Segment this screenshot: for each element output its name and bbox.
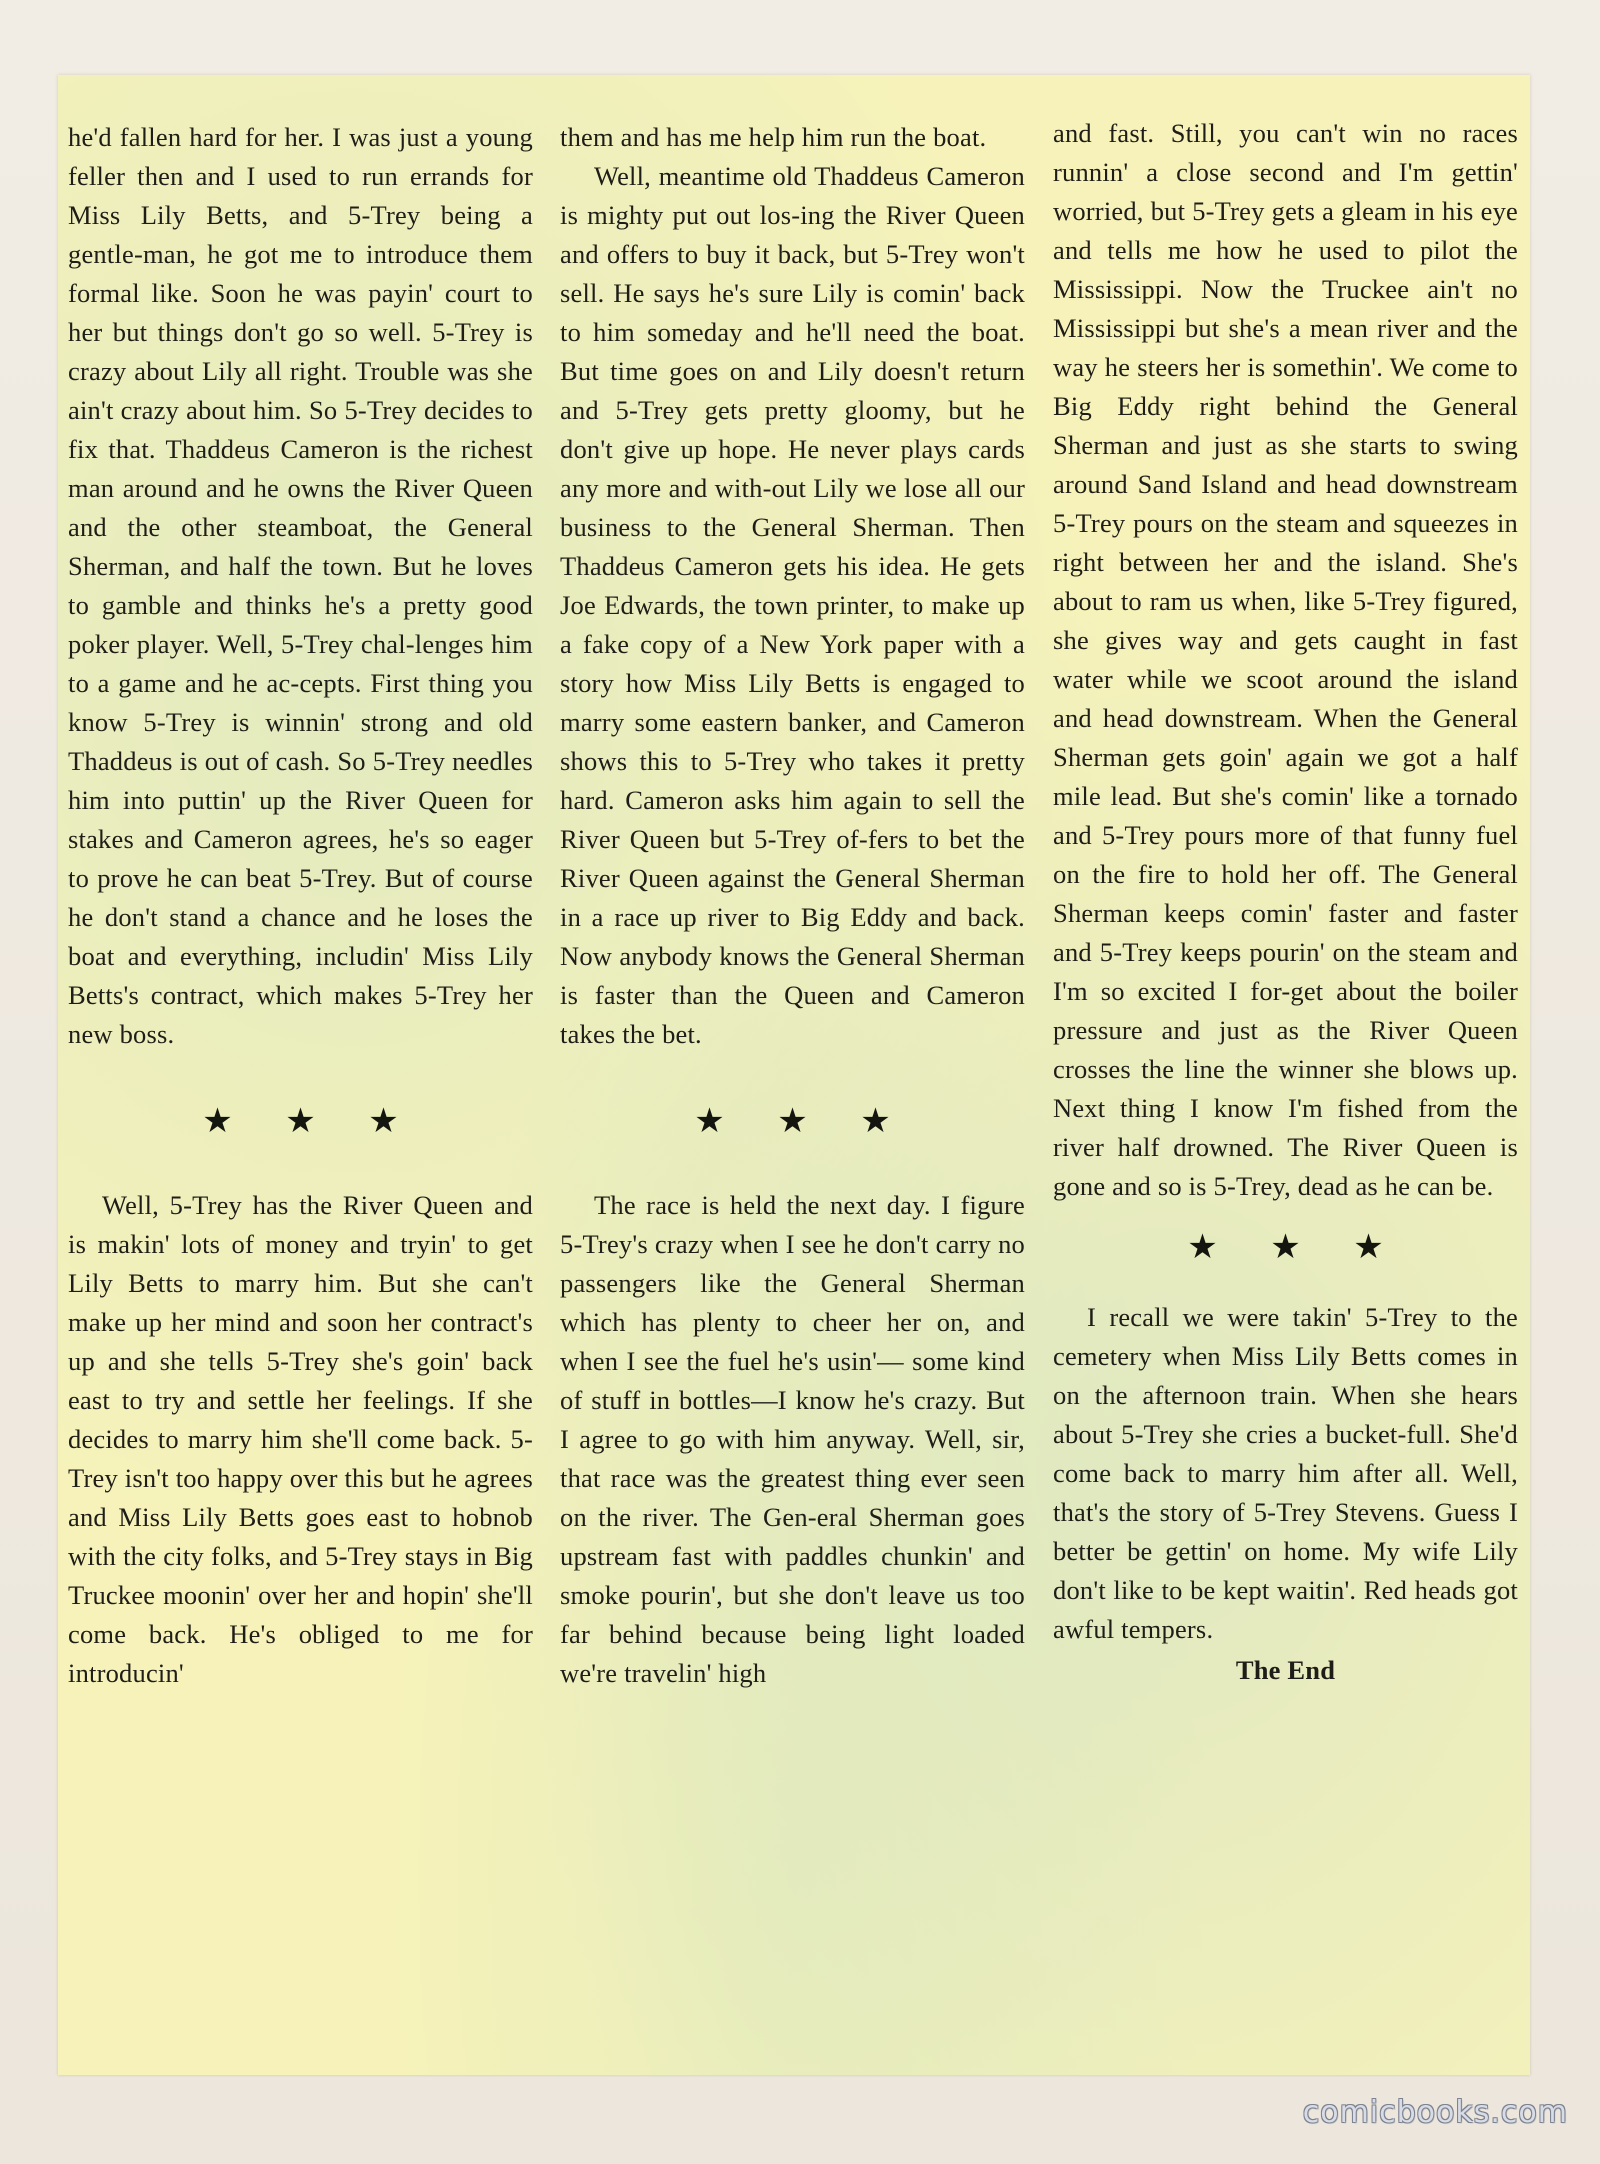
section-divider-stars: ★ ★ ★ (202, 1103, 421, 1140)
paragraph: them and has me help him run the boat. (560, 122, 987, 152)
watermark: comicbooks.com (1302, 2095, 1568, 2130)
paragraph: he'd fallen hard for her. I was just a young feller then and I used to run errands for Miss Lily Betts, and 5-Trey being a gentle-man, he got me to introduce them formal like. Soon he was payin' court to her but things don't go so well. 5-Trey is crazy about Lily all right. Trouble was she ain't crazy about him. So 5-Trey decides to fix that. Thaddeus Cameron is the richest man around and he owns the River Queen and the other steamboat, the General Sherman, and half the town. But he loves to gamble and thinks he's a pretty good poker player. Well, 5-Trey chal-lenges him to a game and he ac-cepts. First thing you know 5-Trey is winnin' strong and old Thaddeus is out of cash. So 5-Trey needles him into puttin' up the River Queen for stakes and Cameron agrees, he's so eager to prove he can beat 5-Trey. But of course he don't stand a chance and he loses the boat and everything, includin' Miss Lily Betts's contract, which makes 5-Trey her new boss. (68, 122, 533, 1049)
paragraph: Well, meantime old Thaddeus Cameron is mighty put out los-ing the River Queen and offers to buy it back, but 5-Trey won't sell. He says he's sure Lily is comin' back to him someday and he'll need the boat. But time goes on and Lily doesn't return and 5-Trey gets pretty gloomy, but he don't give up hope. He never plays cards any more and with-out Lily we lose all our business to the General Sherman. Then Thaddeus Cameron gets his idea. He gets Joe Edwards, the town printer, to make up a fake copy of a New York paper with a story how Miss Lily Betts is engaged to marry some eastern banker, and Cameron shows this to 5-Trey who takes it pretty hard. Cameron asks him again to sell the River Queen but 5-Trey of-fers to bet the River Queen against the General Sherman in a race up river to Big Eddy and back. Now anybody knows the General Sherman is faster than the Queen and Cameron takes the bet. (560, 161, 1025, 1049)
section-divider-stars: ★ ★ ★ (1187, 1229, 1406, 1266)
section-divider-stars: ★ ★ ★ (694, 1103, 913, 1140)
the-end-label: The End (1235, 1655, 1336, 1685)
paragraph: Well, 5-Trey has the River Queen and is makin' lots of money and tryin' to get Lily Betts to marry him. But she can't make up her mind and soon her contract's up and she tells 5-Trey she's goin' back east to try and settle her feelings. If she decides to marry him she'll come back. 5-Trey isn't too happy over this but he agrees and Miss Lily Betts goes east to hobnob with the city folks, and 5-Trey stays in Big Truckee moonin' over her and hopin' she'll come back. He's obliged to me for introducin' (68, 1190, 533, 1688)
paragraph: and fast. Still, you can't win no races runnin' a close second and I'm gettin' worried, but 5-Trey gets a gleam in his eye and tells me how he used to pilot the Mississippi. Now the Truckee ain't no Mississippi but she's a mean river and the way he steers her is somethin'. We come to Big Eddy right behind the General Sherman and just as she starts to swing around Sand Island and head downstream 5-Trey pours on the steam and squeezes in right between her and the island. She's about to ram us when, like 5-Trey figured, she gives way and gets caught in fast water while we scoot around the island and head downstream. When the General Sherman gets goin' again we got a half mile lead. But she's comin' like a tornado and 5-Trey pours more of that funny fuel on the fire to hold her off. The General Sherman keeps comin' faster and faster and 5-Trey keeps pourin' on the steam and I'm so excited I for-get about the boiler pressure and just as the River Queen crosses the line the winner she blows up. Next thing I know I'm fished from the river half drowned. The River Queen is gone and so is 5-Trey, dead as he can be. (1053, 118, 1518, 1201)
paragraph: I recall we were takin' 5-Trey to the cemetery when Miss Lily Betts comes in on the afternoon train. When she hears about 5-Trey she cries a bucket-full. She'd come back to marry him after all. Well, that's the story of 5-Trey Stevens. Guess I better be gettin' on home. My wife Lily don't like to be kept waitin'. Red heads got awful tempers. (1053, 1302, 1518, 1644)
paragraph: The race is held the next day. I figure 5-Trey's crazy when I see he don't carry no passengers like the General Sherman which has plenty to cheer her on, and when I see the fuel he's usin'— some kind of stuff in bottles—I know he's crazy. But I agree to go with him anyway. Well, sir, that race was the greatest thing ever seen on the river. The Gen-eral Sherman goes upstream fast with paddles chunkin' and smoke pourin', but she don't leave us too far behind because being light loaded we're travelin' high (560, 1190, 1025, 1688)
story-column-3 (1053, 114, 1518, 1690)
story-column-1 (68, 118, 533, 1693)
story-column-2 (560, 118, 1025, 1693)
